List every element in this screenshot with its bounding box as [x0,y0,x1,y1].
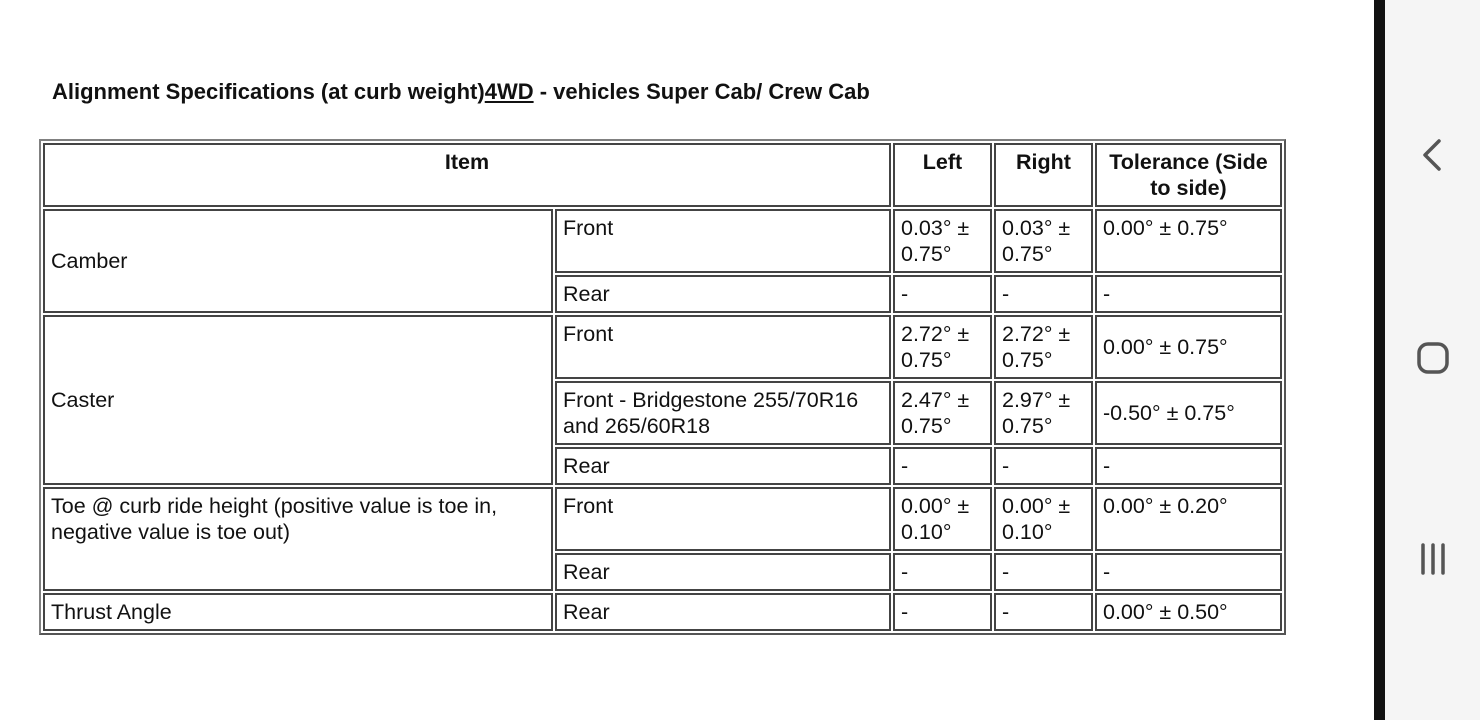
camber-rear-left: - [893,275,992,313]
android-navigation-bar [1374,0,1480,720]
caster-front-right: 2.72° ± 0.75° [994,315,1093,379]
camber-rear-right: - [994,275,1093,313]
toe-rear-tolerance: - [1095,553,1282,591]
toe-rear-right: - [994,553,1093,591]
toe-rear-position: Rear [555,553,891,591]
chevron-left-icon [1413,135,1453,175]
home-button[interactable] [1385,318,1480,398]
caster-rear-right: - [994,447,1093,485]
back-button[interactable] [1385,115,1480,195]
toe-front-right: 0.00° ± 0.10° [994,487,1093,551]
caster-bridgestone-tolerance: -0.50° ± 0.75° [1095,381,1282,445]
toe-front-tolerance: 0.00° ± 0.20° [1095,487,1282,551]
thrust-label: Thrust Angle [43,593,553,631]
thrust-rear-tolerance: 0.00° ± 0.50° [1095,593,1282,631]
caster-bridgestone-left: 2.47° ± 0.75° [893,381,992,445]
camber-front-tolerance: 0.00° ± 0.75° [1095,209,1282,273]
caster-front-left: 2.72° ± 0.75° [893,315,992,379]
thrust-rear-right: - [994,593,1093,631]
caster-rear-position: Rear [555,447,891,485]
toe-rear-left: - [893,553,992,591]
table-header-row [43,143,1282,207]
thrust-rear-position: Rear [555,593,891,631]
three-bars-icon [1413,539,1453,579]
caster-bridgestone-right: 2.97° ± 0.75° [994,381,1093,445]
toe-front-left: 0.00° ± 0.10° [893,487,992,551]
header-right: Right [994,143,1093,207]
caster-front-tolerance: 0.00° ± 0.75° [1095,315,1282,379]
recents-button[interactable] [1385,519,1480,599]
alignment-spec-table [39,139,1286,635]
caster-label: Caster [43,315,553,485]
header-tolerance: Tolerance (Side to side) [1095,143,1282,207]
title-4wd-link[interactable]: 4WD [484,79,534,104]
camber-rear-position: Rear [555,275,891,313]
toe-label: Toe @ curb ride height (positive value is toe in, negative value is toe out) [43,487,553,591]
table-row [43,487,1282,551]
table-row [43,209,1282,273]
caster-front-position: Front [555,315,891,379]
title-suffix: - vehicles Super Cab/ Crew Cab [533,79,870,104]
table-row [43,593,1282,631]
camber-front-right: 0.03° ± 0.75° [994,209,1093,273]
camber-front-left: 0.03° ± 0.75° [893,209,992,273]
toe-front-position: Front [555,487,891,551]
header-left: Left [893,143,992,207]
page-title [52,78,870,106]
camber-front-position: Front [555,209,891,273]
caster-rear-left: - [893,447,992,485]
camber-rear-tolerance: - [1095,275,1282,313]
caster-bridgestone-position: Front - Bridgestone 255/70R16 and 265/60R18 [555,381,891,445]
camber-label: Camber [43,209,553,313]
table-row [43,315,1282,379]
caster-rear-tolerance: - [1095,447,1282,485]
rounded-square-icon [1413,338,1453,378]
thrust-rear-left: - [893,593,992,631]
header-item: Item [43,143,891,207]
title-prefix: Alignment Specifications (at curb weight) [52,79,485,104]
